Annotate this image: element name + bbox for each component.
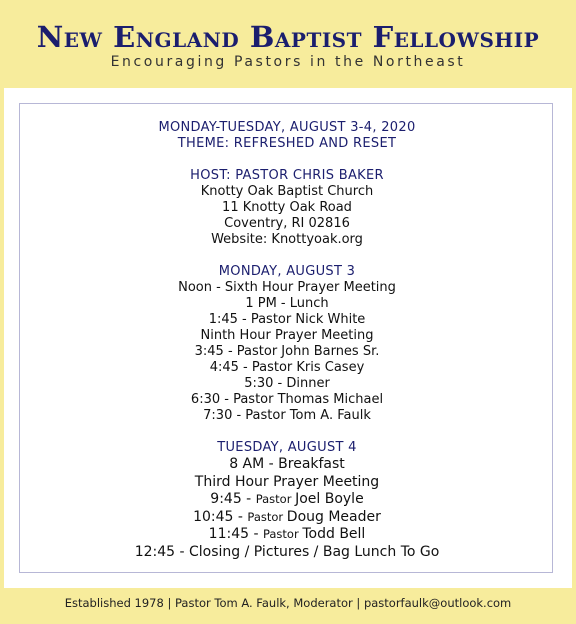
host-heading: HOST: PASTOR CHRIS BAKER bbox=[190, 168, 384, 183]
schedule-time: 10:45 - bbox=[193, 508, 248, 525]
event-panel bbox=[4, 88, 572, 588]
host-street: 11 Knotty Oak Road bbox=[222, 200, 352, 215]
schedule-item bbox=[20, 509, 554, 527]
host-website: Website: Knottyoak.org bbox=[211, 232, 363, 247]
schedule-item: 5:30 - Dinner bbox=[244, 376, 330, 391]
schedule-item: 12:45 - Closing / Pictures / Bag Lunch To Go bbox=[134, 543, 440, 560]
speaker-title: Pastor bbox=[247, 509, 287, 524]
schedule-time: 11:45 - bbox=[208, 526, 263, 542]
event-theme: THEME: REFRESHED AND RESET bbox=[177, 136, 397, 151]
schedule-item: 7:30 - Pastor Tom A. Faulk bbox=[203, 408, 371, 423]
schedule-item bbox=[20, 526, 554, 544]
speaker-title: Pastor bbox=[262, 527, 303, 541]
speaker-name: Doug Meader bbox=[286, 508, 381, 525]
footer-info: Established 1978 | Pastor Tom A. Faulk, Moderator | pastorfaulk@outlook.com bbox=[64, 596, 512, 610]
schedule-item: 4:45 - Pastor Kris Casey bbox=[209, 360, 365, 375]
schedule-item: 1 PM - Lunch bbox=[245, 296, 329, 311]
schedule-item: Ninth Hour Prayer Meeting bbox=[200, 328, 374, 343]
schedule-item: 6:30 - Pastor Thomas Michael bbox=[190, 392, 384, 407]
event-dates: MONDAY-TUESDAY, AUGUST 3-4, 2020 bbox=[158, 120, 416, 135]
schedule-item: Noon - Sixth Hour Prayer Meeting bbox=[178, 280, 396, 295]
host-city: Coventry, RI 02816 bbox=[224, 216, 350, 231]
event-frame bbox=[19, 103, 553, 573]
tuesday-heading: TUESDAY, AUGUST 4 bbox=[217, 440, 357, 455]
schedule-item: 3:45 - Pastor John Barnes Sr. bbox=[194, 344, 380, 359]
tagline: Encouraging Pastors in the Northeast bbox=[110, 54, 466, 70]
speaker-title: Pastor bbox=[255, 492, 296, 506]
schedule-item: 8 AM - Breakfast bbox=[229, 456, 345, 472]
page-title: New England Baptist Fellowship bbox=[36, 20, 540, 54]
host-church: Knotty Oak Baptist Church bbox=[200, 184, 374, 199]
monday-heading: MONDAY, AUGUST 3 bbox=[218, 264, 356, 279]
schedule-item bbox=[20, 491, 554, 509]
speaker-name: Joel Boyle bbox=[295, 491, 364, 507]
schedule-item: 1:45 - Pastor Nick White bbox=[208, 312, 366, 327]
schedule-time: 9:45 - bbox=[210, 491, 256, 507]
header bbox=[0, 0, 576, 88]
schedule-item: Third Hour Prayer Meeting bbox=[194, 473, 380, 490]
speaker-name: Todd Bell bbox=[302, 526, 366, 542]
event-content bbox=[20, 120, 554, 561]
